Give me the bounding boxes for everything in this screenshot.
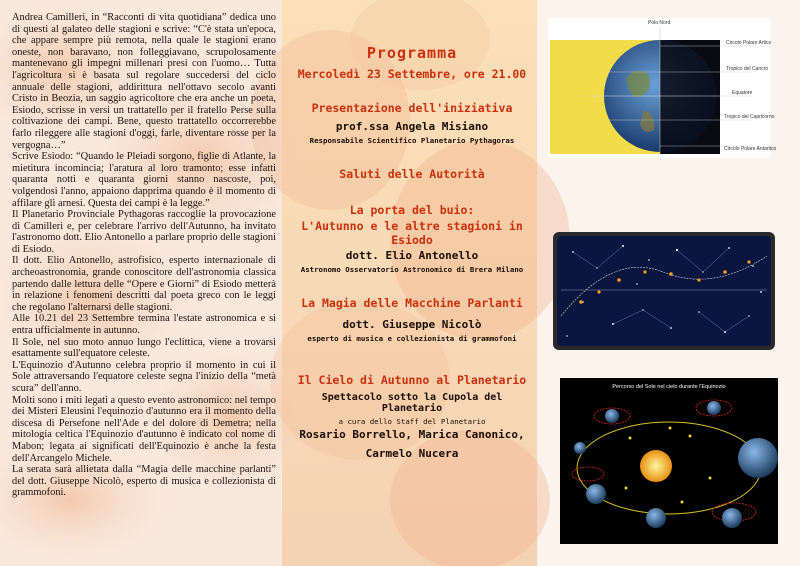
paragraph: L'Equinozio d'Autunno celebra proprio il momento in cui il Sole attraversando l'equatore celeste segna l'inizio della “metà scura” dell'anno. [12,359,276,394]
talk-heading-line1: La porta del buio: [349,203,475,217]
earth-label: Tropico del Cancro [726,66,769,72]
paragraph: Il Planetario Provinciale Pythagoras raccoglie la provocazione di Camilleri e, per celebrare l'arrivo dell'Autunno, ha invitato l'astronomo dott. Elio Antonello a parlare proprio delle stagioni di Esiodo. [12,209,276,255]
paragraph: La serata sarà allietata dalla “Magia delle macchine parlanti” del dott. Giuseppe Nicolò, esperto di musica e collezionista di grammofoni. [12,464,276,499]
earth-label: Circolo Polare Antartico [724,146,777,152]
presenter-name: prof.ssa Angela Misiano [335,120,489,133]
talk-speaker-role: Astronomo Osservatorio Astronomico di Brera Milano [300,265,524,274]
earth-label: Polo Nord [648,20,671,26]
earth-label: Circolo Polare Artico [726,40,772,46]
staff-names: Rosario Borrello, Marica Canonico, [299,428,525,441]
intro-text-column [12,12,276,499]
presenter-role: Responsabile Scientifico Planetario Pythagoras [309,136,515,145]
magic-speaker-role: esperto di musica e collezionista di grammofoni [307,334,517,343]
paragraph: Scrive Esiodo: “Quando le Pleiadi sorgono, figlie di Atlante, la mietitura incomincia; l'aratura al loro tramonto; esse infatti quaranta notti e quaranta giorni stanno nascoste, poi, volgendosi l'anno, appaiono dapprima quando è il momento di affilare gli arnesi. Questa dei campi è la legge.” [12,151,276,209]
staff-note: a cura dello Staff del Planetario [338,417,486,426]
earth-label: Tropico del Capricorno [724,114,775,120]
paragraph: Andrea Camilleri, in “Racconti di vita quotidiana” dedica uno di questi al galateo delle stagioni e scrive: “C'è stata un'epoca, che appare sempre più remota, nella quale le stagioni erano oneste, non baravano, non folleggiavano, scrupolosamente mantenevano gli impegni millenari presi con l'uomo… Tutta l'agricoltura si è basata sul regolare succedersi del ciclo annuale delle stagioni, addirittura nell'ottavo secolo avanti Cristo in Beozia, un saggio agricoltore che era anche un poeta, Esiodo, scrisse in versi un trattatello per il fratello Perse sulla coltivazione dei campi. Bene, questo trattatello occorrerebbe farlo rileggere alle stagioni d'oggi, farle, diventare rosse per la vergogna…” [12,12,276,151]
paragraph: Alle 10.21 del 23 Settembre termina l'estate astronomica e si entra ufficialmente in autunno. [12,313,276,337]
staff-names-cont: Carmelo Nucera [365,447,459,460]
show-title: Spettacolo sotto la Cupola del Planetario [321,392,503,414]
sky-heading: Il Cielo di Autunno al Planetario [297,373,527,387]
magic-heading: La Magia delle Macchine Parlanti [301,296,523,310]
greetings-heading: Saluti delle Autorità [339,167,485,181]
program-column [292,44,532,460]
paragraph: Il dott. Elio Antonello, astrofisico, esperto internazionale di archeoastronomia, grande conoscitore dell'astronomia classica partendo dalle lettura delle “Opere e Giorni” di Esiodo metterà in relazione i fenomeni descritti dal poeta greco con le leggi che regolano l'alternarsi delle stagioni. [12,255,276,313]
paragraph: Molti sono i miti legati a questo evento astronomico: nel tempo dei Misteri Eleusini l'equinozio d'autunno era il momento della discesa di Persefone nell'Ade e del dolore di Demetra; nella mitologia celtica l'Equinozio d'autunno è indicato col nome di Mabon; legata ai significati dell'Equinozio è anche la festa dell'Arcangelo Michele. [12,394,276,464]
talk-speaker: dott. Elio Antonello [345,249,479,262]
earth-label: Equatore [732,90,753,96]
sun-path-caption: Percorso del Sole nel cielo durante l'Equinozio [612,384,726,390]
talk-heading-line2: L'Autunno e le altre stagioni in Esiodo [301,219,523,247]
paragraph: Il Sole, nel suo moto annuo lungo l'eclittica, viene a trovarsi esattamente sull'equatore celeste. [12,336,276,360]
program-title: Programma [366,44,458,62]
star-chart-image [553,232,775,350]
sun-path-image [560,378,778,544]
presentation-heading: Presentazione dell'iniziativa [311,101,513,115]
earth-seasons-image [548,18,777,158]
magic-speaker: dott. Giuseppe Nicolò [342,318,482,331]
event-date: Mercoledì 23 Settembre, ore 21.00 [297,67,527,81]
